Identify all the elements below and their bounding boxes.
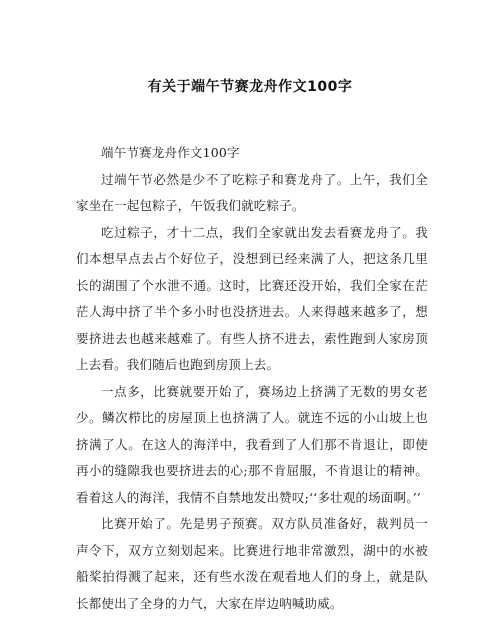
document-subtitle: 端午节赛龙舟作文100字: [101, 145, 240, 160]
paragraph-4: 比赛开始了。先是男子预赛。双方队员准备好，裁判员一声令下，双方立刻划起来。比赛进行地非常激烈，湖中的水被船桨拍得溅了起来，还有些水泼在观看地人们的身上，就是队长都使出了全身的力气，大家在岸边呐喊助威。: [76, 516, 428, 611]
paragraph-1: 过端午节必然是少不了吃粽子和赛龙舟了。上午，我们全家坐在一起包粽子，午饭我们就吃粽子。: [76, 171, 428, 213]
paragraph-3: 一点多，比赛就要开始了，赛场边上挤满了无数的男女老少。鳞次栉比的房屋顶上也挤满了人。就连不远的小山坡上也挤满了人。在这人的海洋中，我看到了人们那不肯退让，即使再小的缝隙我也要挤进去的心;那不肯屈服，不肯退让的精神。看着这人的海洋，我情不自禁地发出赞叹;‘‘多壮观的场面啊。’’: [76, 383, 428, 505]
document-title: 有关于端午节赛龙舟作文100字: [147, 79, 353, 95]
paragraph-2: 吃过粽子，才十二点，我们全家就出发去看赛龙舟了。我们本想早点去占个好位子，没想到已经来满了人，把这条几里长的湖围了个水泄不通。这时，比赛还没开始，我们全家在茫茫人海中挤了半个多小时也没挤进去。人来得越来越多了，想要挤进去也越来越难了。有些人挤不进去，索性跑到人家房顶上去看。我们随后也跑到房顶上去。: [76, 224, 428, 372]
document-body: [76, 140, 428, 617]
